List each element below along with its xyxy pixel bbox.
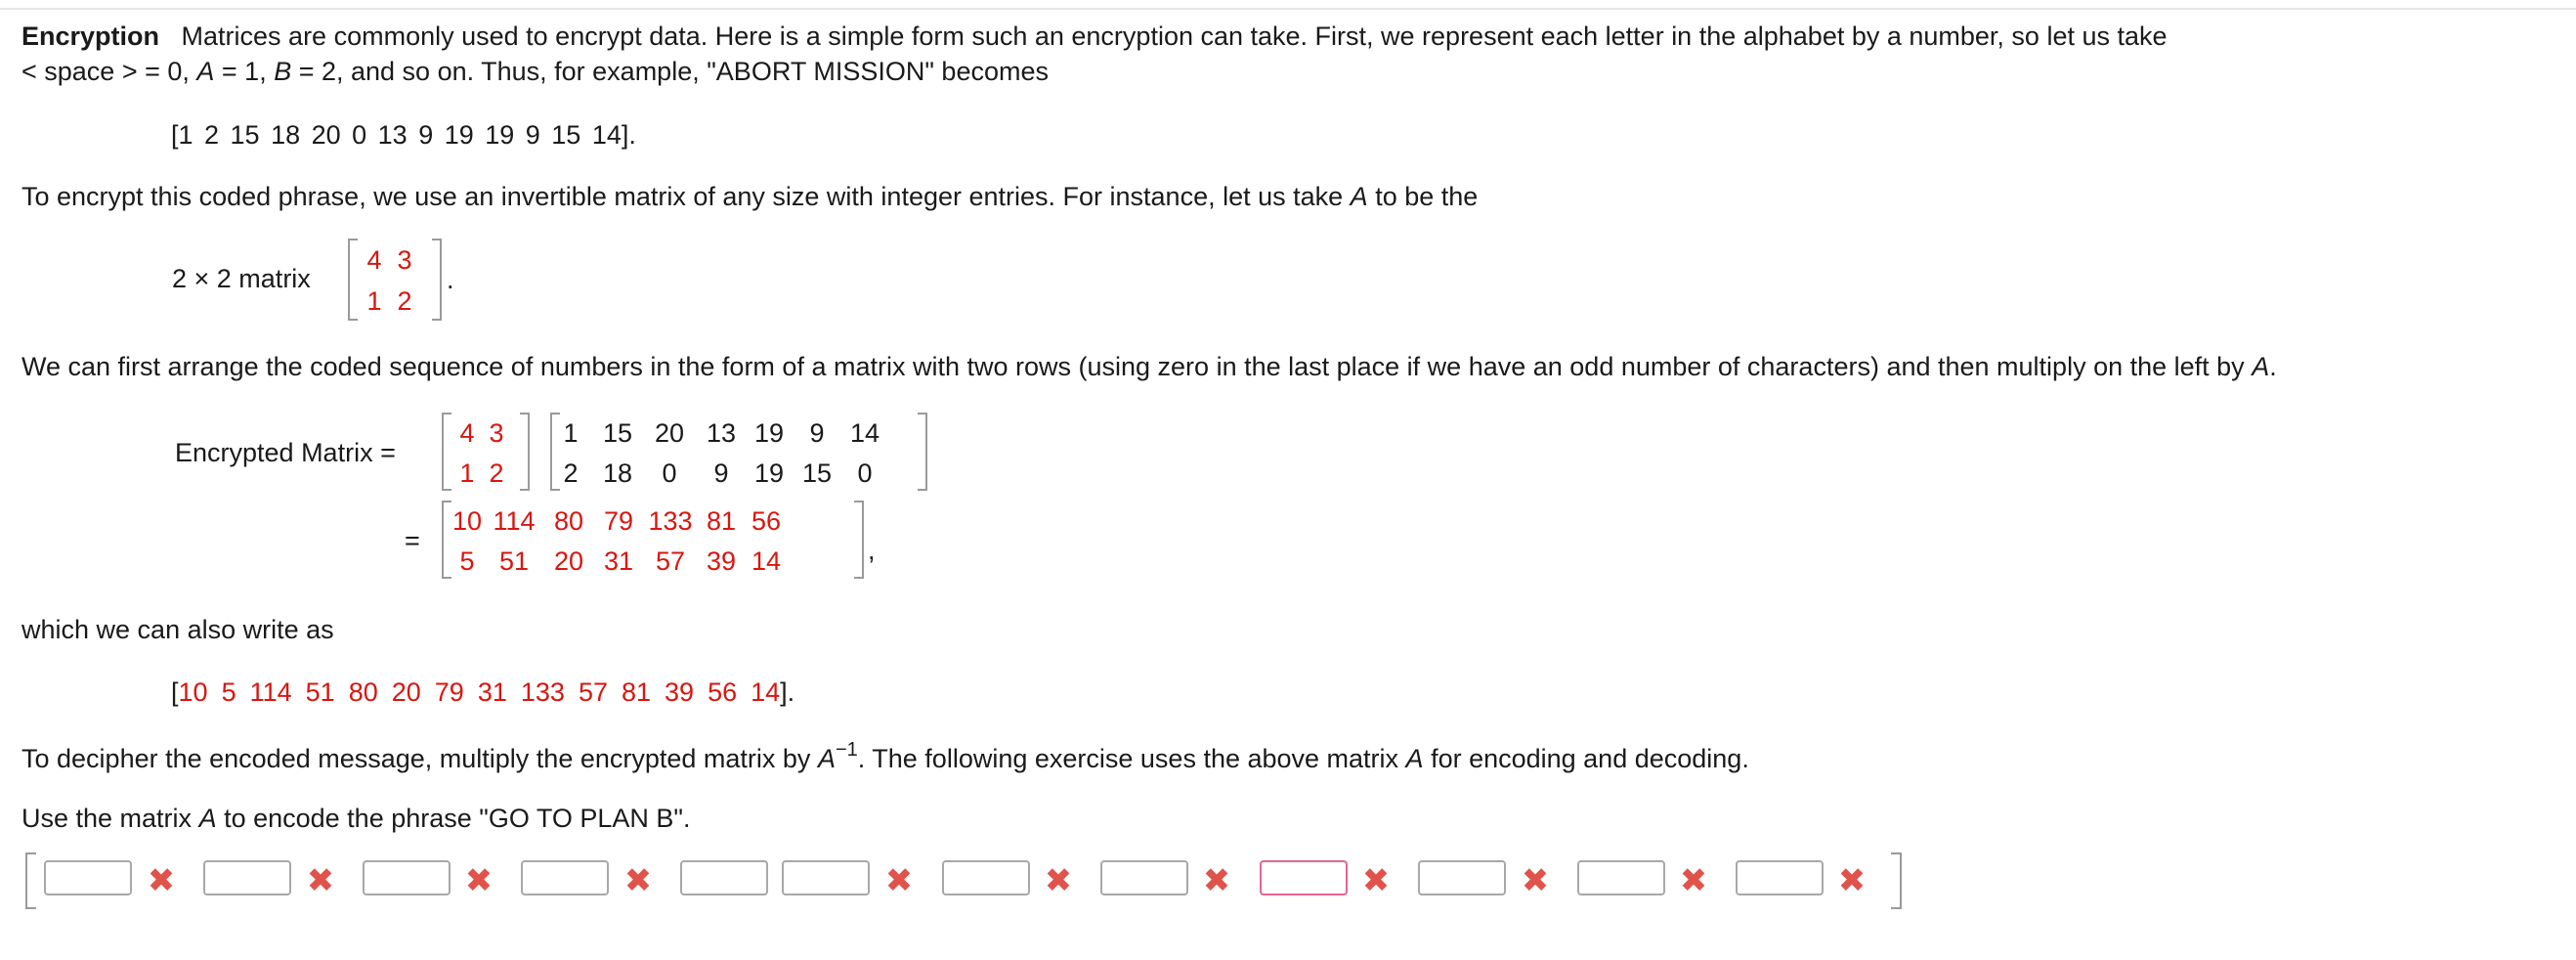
matrix-cell: 79	[603, 506, 634, 536]
sequence-value: 14	[751, 677, 781, 707]
matrix-cell: 14	[751, 546, 782, 576]
matrix-cell: 0	[857, 458, 873, 488]
incorrect-mark-icon: ✖	[1521, 862, 1550, 899]
answer-bracket-right	[1891, 852, 1902, 909]
answer-bracket-left	[25, 852, 36, 909]
matrix-cell: 20	[553, 546, 584, 576]
encrypted-sequence: [10 5 114 51 80 20 79 31 133 57 81 39 56 14].	[171, 677, 795, 707]
coded-sequence: [1 2 15 18 20 0 13 9 19 19 9 15 14].	[171, 120, 636, 150]
matrix-cell: 114	[493, 506, 536, 536]
matrix-cell: 56	[751, 506, 782, 536]
sequence-value: 51	[305, 677, 335, 707]
incorrect-mark-icon: ✖	[1837, 862, 1867, 899]
matrix-cell: 3	[489, 418, 504, 448]
answer-input-9[interactable]	[1260, 860, 1348, 895]
answer-input-2[interactable]	[203, 860, 291, 895]
incorrect-mark-icon: ✖	[884, 862, 914, 899]
matrix-cell: 81	[706, 506, 737, 536]
answer-input-6[interactable]	[782, 860, 870, 895]
paragraph-decipher: To decipher the encoded message, multiply the encrypted matrix by $A^{-1}$. The following exercise uses the above matrix A for encoding and decoding.	[21, 739, 1749, 773]
sequence-value: 10	[178, 677, 208, 707]
coded-matrix	[550, 413, 927, 491]
matrix-a	[348, 239, 442, 321]
sequence-value: 133	[520, 677, 565, 707]
comma: ,	[868, 536, 876, 565]
intro-text: Matrices are commonly used to encrypt data. Here is a simple form such an encryption can take. First, we represent each letter in the alphabet by a number, so let us take	[181, 22, 2168, 51]
incorrect-mark-icon: ✖	[1202, 862, 1231, 899]
matrix-cell: 9	[713, 458, 729, 488]
equals-sign: =	[405, 526, 420, 555]
sequence-value: 56	[708, 677, 738, 707]
answer-input-8[interactable]	[1100, 860, 1188, 895]
sequence-value: 31	[477, 677, 507, 707]
matrix-cell: 18	[602, 458, 633, 488]
sequence-value: 114	[249, 677, 292, 707]
incorrect-mark-icon: ✖	[1679, 862, 1708, 899]
matrix-cell: 14	[849, 418, 880, 448]
sequence-value: 57	[578, 677, 608, 707]
matrix-cell: 51	[498, 546, 530, 576]
matrix-cell: 9	[809, 418, 825, 448]
matrix-cell: 2	[489, 458, 504, 488]
matrix-cell: 2	[397, 286, 412, 316]
matrix-cell: 1	[563, 418, 579, 448]
answer-input-4[interactable]	[521, 860, 609, 895]
paragraph-encrypt: To encrypt this coded phrase, we use an invertible matrix of any size with integer entries. For instance, let us take A to be the	[21, 182, 1479, 211]
answer-input-11[interactable]	[1577, 860, 1665, 895]
section-title: Encryption	[21, 22, 160, 51]
matrix-a-factor	[442, 413, 530, 491]
incorrect-mark-icon: ✖	[1361, 862, 1391, 899]
matrix-cell: 5	[459, 546, 475, 576]
intro-line-2: < space > = 0, A = 1, B = 2, and so on. Thus, for example, "ABORT MISSION" becomes	[21, 57, 1049, 86]
answer-input-10[interactable]	[1418, 860, 1506, 895]
top-divider	[0, 8, 2576, 10]
sequence-value: 81	[621, 677, 652, 707]
matrix-cell: 10	[451, 506, 483, 536]
sequence-value: 5	[221, 677, 236, 707]
matrix-label: 2 × 2 matrix	[172, 264, 311, 293]
incorrect-mark-icon: ✖	[623, 862, 653, 899]
question-prompt: Use the matrix A to encode the phrase "GO TO PLAN B".	[21, 804, 691, 833]
matrix-cell: 19	[753, 418, 785, 448]
matrix-cell: 3	[397, 245, 412, 275]
encrypted-result-matrix	[442, 501, 864, 579]
incorrect-mark-icon: ✖	[464, 862, 494, 899]
matrix-cell: 20	[654, 418, 685, 448]
answer-input-7[interactable]	[942, 860, 1030, 895]
matrix-cell: 2	[563, 458, 579, 488]
encrypted-matrix-label: Encrypted Matrix =	[175, 438, 396, 467]
sequence-value: 79	[434, 677, 464, 707]
period: .	[447, 265, 454, 294]
matrix-cell: 133	[648, 506, 693, 536]
matrix-cell: 4	[459, 418, 475, 448]
matrix-cell: 80	[553, 506, 584, 536]
paragraph-arrange: We can first arrange the coded sequence of numbers in the form of a matrix with two rows (using zero in the last place if we have an odd number of characters) and then multiply on the left by A.	[21, 352, 2277, 381]
incorrect-mark-icon: ✖	[1044, 862, 1073, 899]
matrix-cell: 1	[366, 286, 382, 316]
answer-input-12[interactable]	[1736, 860, 1824, 895]
matrix-cell: 0	[662, 458, 677, 488]
incorrect-mark-icon: ✖	[147, 862, 176, 899]
matrix-cell: 1	[459, 458, 475, 488]
intro-line-1	[21, 19, 2168, 54]
paragraph-also-write: which we can also write as	[21, 615, 334, 644]
sequence-value: 20	[391, 677, 421, 707]
matrix-cell: 13	[706, 418, 737, 448]
answer-input-1[interactable]	[44, 860, 132, 895]
sequence-value: 80	[348, 677, 378, 707]
answer-input-3[interactable]	[363, 860, 451, 895]
answer-input-5[interactable]	[680, 860, 768, 895]
matrix-cell: 4	[366, 245, 382, 275]
matrix-cell: 31	[603, 546, 634, 576]
matrix-cell: 39	[706, 546, 737, 576]
matrix-cell: 15	[801, 458, 833, 488]
matrix-cell: 19	[753, 458, 785, 488]
matrix-cell: 57	[655, 546, 686, 576]
sequence-value: 39	[665, 677, 695, 707]
incorrect-mark-icon: ✖	[306, 862, 335, 899]
matrix-cell: 15	[602, 418, 633, 448]
